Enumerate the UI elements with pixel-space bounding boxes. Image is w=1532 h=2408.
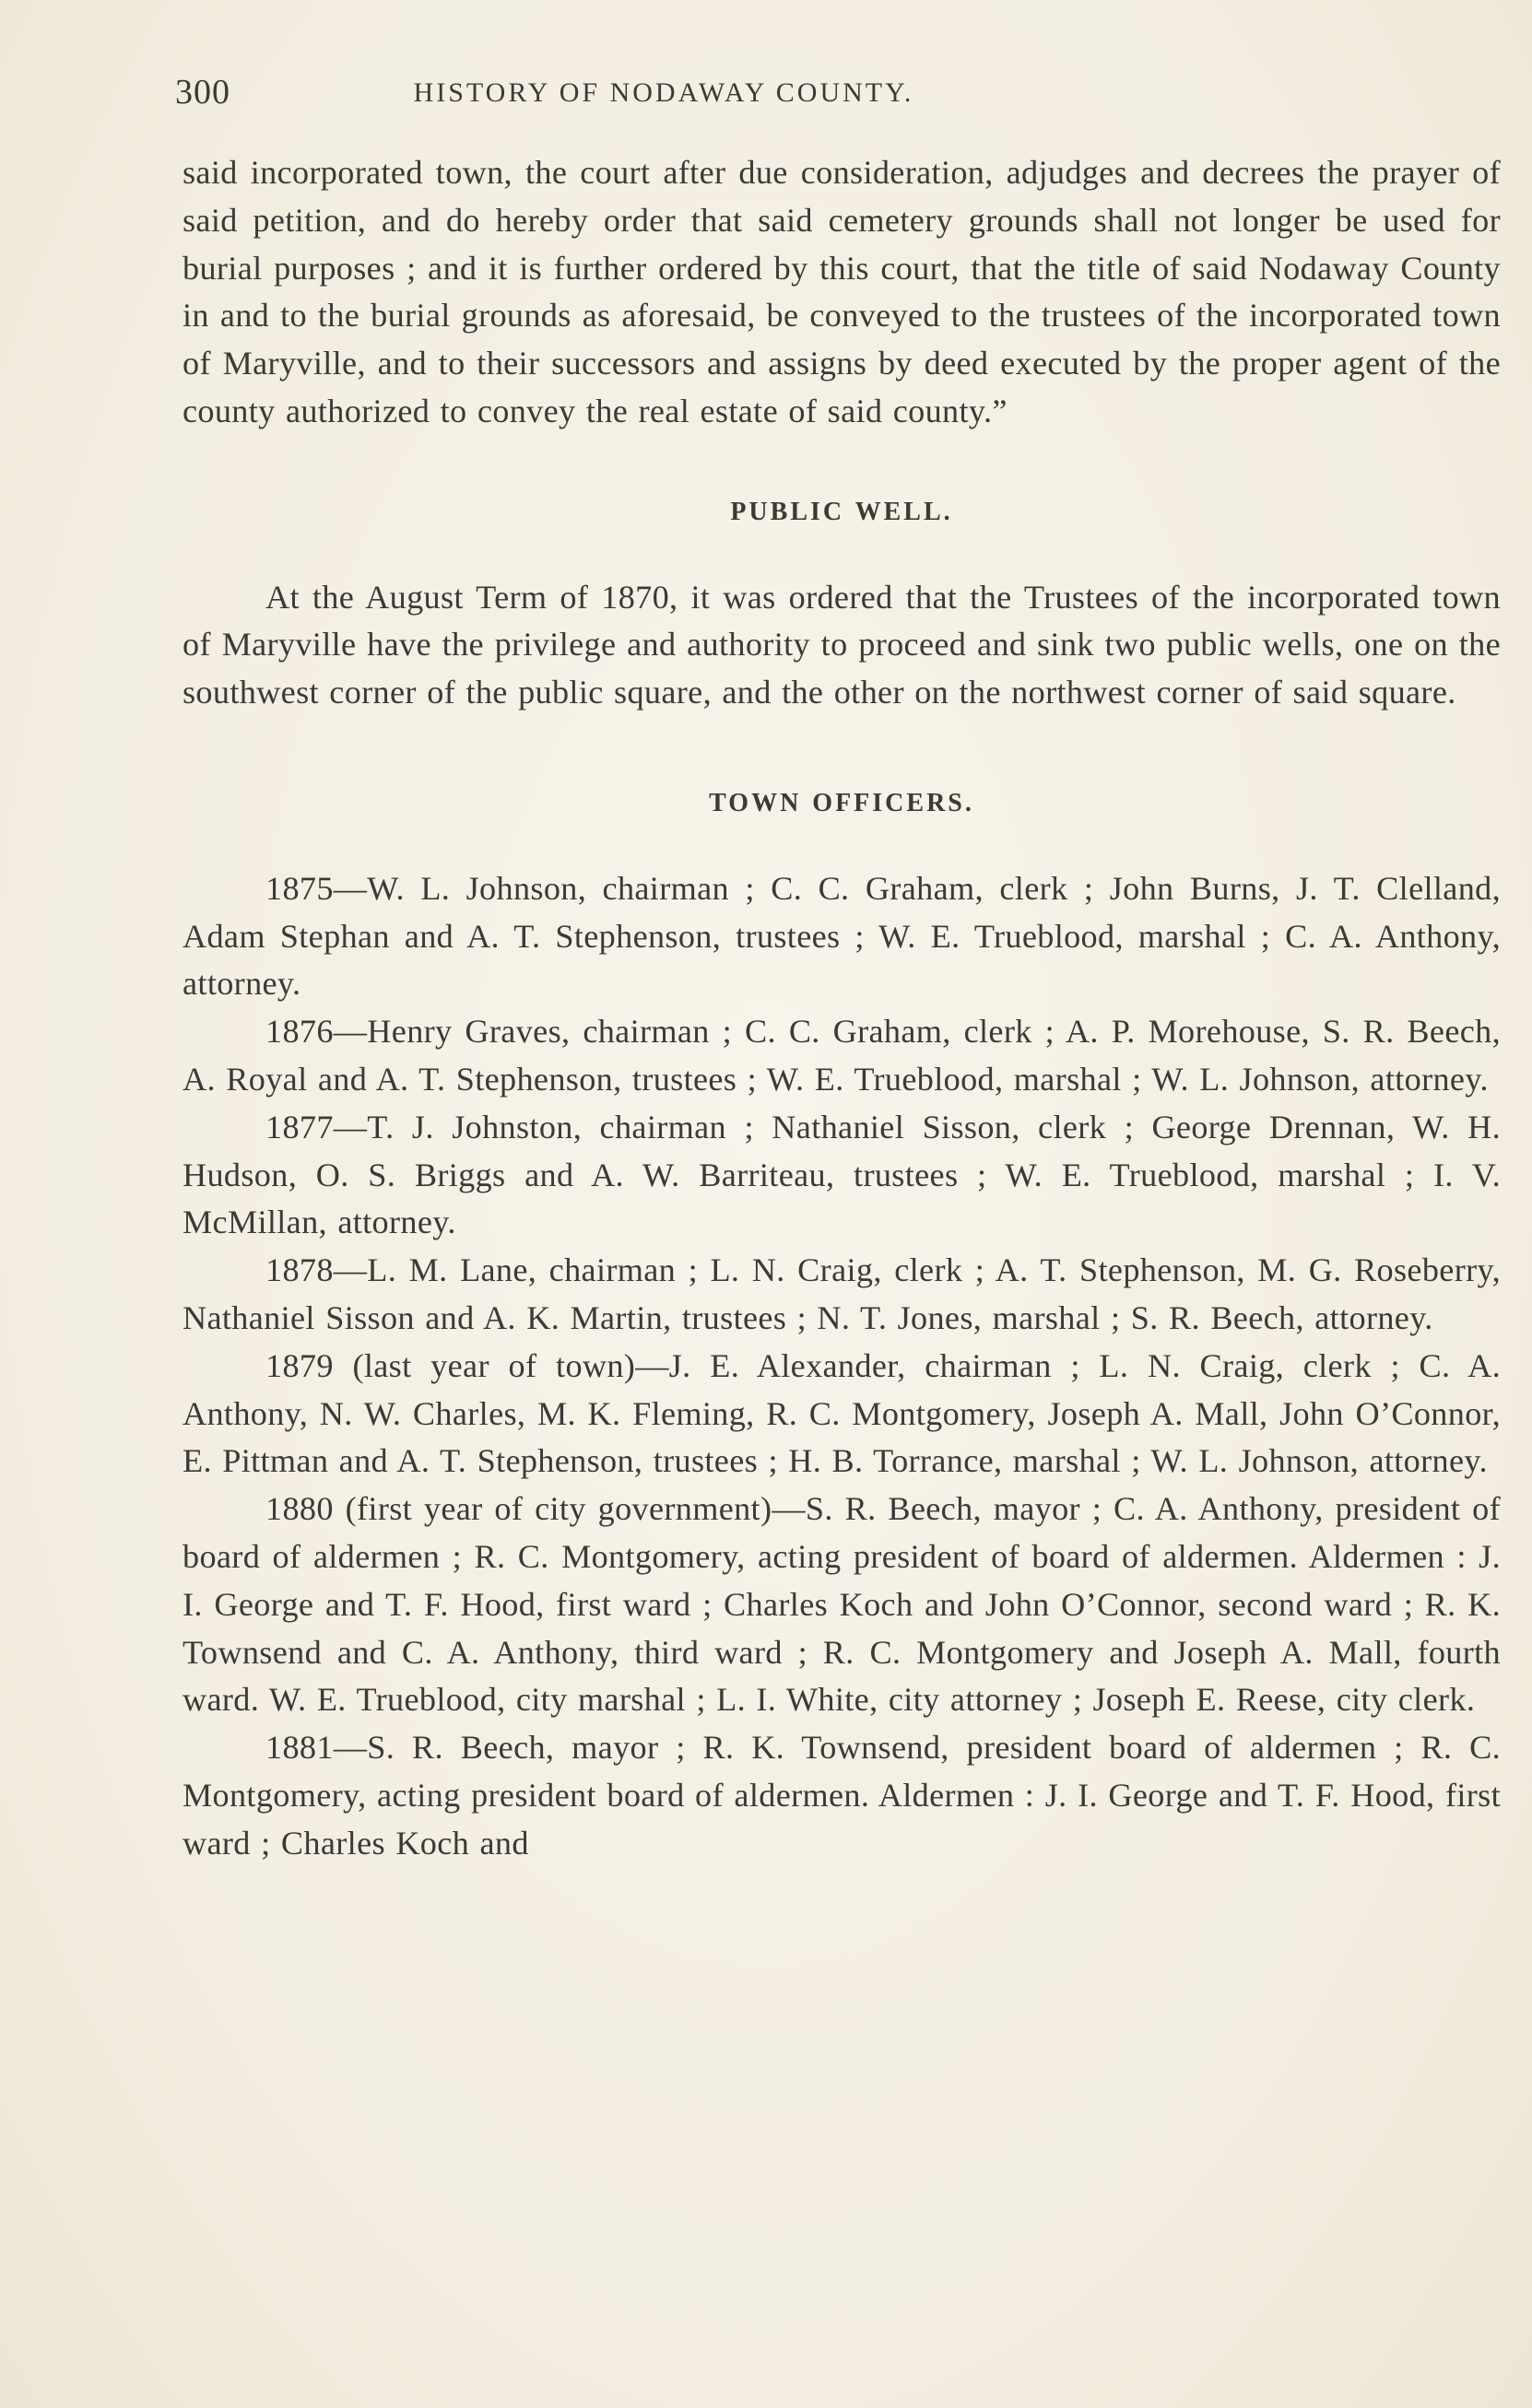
town-officers-heading: TOWN OFFICERS. bbox=[709, 788, 974, 817]
page-header bbox=[175, 72, 1493, 118]
town-officers-list bbox=[183, 865, 1501, 1868]
public-well-heading: PUBLIC WELL. bbox=[730, 497, 953, 526]
intro-paragraph: said incorporated town, the court after due consideration, adjudges and decrees the prayer of said petition, and do hereby order that said cemetery grounds shall not longer be used for burial purposes ; and it is further ordered by this court, that the title of said Nodaway County in and to the burial grounds as aforesaid, be conveyed to the trustees of the incorporated town of Maryville, and to their successors and assigns by deed executed by the proper agent of the county authorized to convey the real estate of said county.” bbox=[183, 154, 1501, 429]
officer-entry-1879: 1879 (last year of town)—J. E. Alexander, chairman ; L. N. Craig, clerk ; C. A. Anthony, N. W. Charles, M. K. Fleming, R. C. Montgomery, Joseph A. Mall, John O’Connor, E. Pittman and A. T. Stephenson, trustees ; H. B. Torrance, marshal ; W. L. Johnson, attorney. bbox=[183, 1346, 1501, 1480]
officer-entry-1880: 1880 (first year of city government)—S. R. Beech, mayor ; C. A. Anthony, president of board of aldermen ; R. C. Montgomery, acting president of board of aldermen. Aldermen : J. I. George and T. F. Hood, first ward ; Charles Koch and John O’Connor, second ward ; R. K. Townsend and C. A. Anthony, third ward ; R. C. Montgomery and Joseph A. Mall, fourth ward. W. E. Trueblood, city marshal ; L. I. White, city attorney ; Joseph E. Reese, city clerk. bbox=[183, 1490, 1501, 1719]
running-title: HISTORY OF NODAWAY COUNTY. bbox=[413, 77, 914, 108]
officer-entry-1876: 1876—Henry Graves, chairman ; C. C. Graham, clerk ; A. P. Morehouse, S. R. Beech, A. Royal and A. T. Stephenson, trustees ; W. E. Trueblood, marshal ; W. L. Johnson, attorney. bbox=[183, 1013, 1501, 1098]
officer-entry-1877: 1877—T. J. Johnston, chairman ; Nathaniel Sisson, clerk ; George Drennan, W. H. Hudson, O. S. Briggs and A. W. Barriteau, trustees ; W. E. Trueblood, marshal ; I. V. McMillan, attorney. bbox=[183, 1108, 1501, 1241]
public-well-paragraph: At the August Term of 1870, it was ordered that the Trustees of the incorporated town of Maryville have the privilege and authority to proceed and sink two public wells, one on the southwest corner of the public square, and the other on the northwest corner of said square. bbox=[183, 578, 1501, 711]
page-body bbox=[183, 149, 1501, 1868]
page-number: 300 bbox=[175, 73, 230, 112]
officer-entry-1878: 1878—L. M. Lane, chairman ; L. N. Craig, clerk ; A. T. Stephenson, M. G. Roseberry, Nathaniel Sisson and A. K. Martin, trustees ; N. T. Jones, marshal ; S. R. Beech, attorney. bbox=[183, 1251, 1501, 1336]
officer-entry-1881: 1881—S. R. Beech, mayor ; R. K. Townsend, president board of aldermen ; R. C. Montgomery, acting president board of aldermen. Aldermen : J. I. George and T. F. Hood, first ward ; Charles Koch and bbox=[183, 1729, 1501, 1862]
officer-entry-1875: 1875—W. L. Johnson, chairman ; C. C. Graham, clerk ; John Burns, J. T. Clelland, Adam Stephan and A. T. Stephenson, trustees ; W. E. Trueblood, marshal ; C. A. Anthony, attorney. bbox=[183, 869, 1501, 1003]
